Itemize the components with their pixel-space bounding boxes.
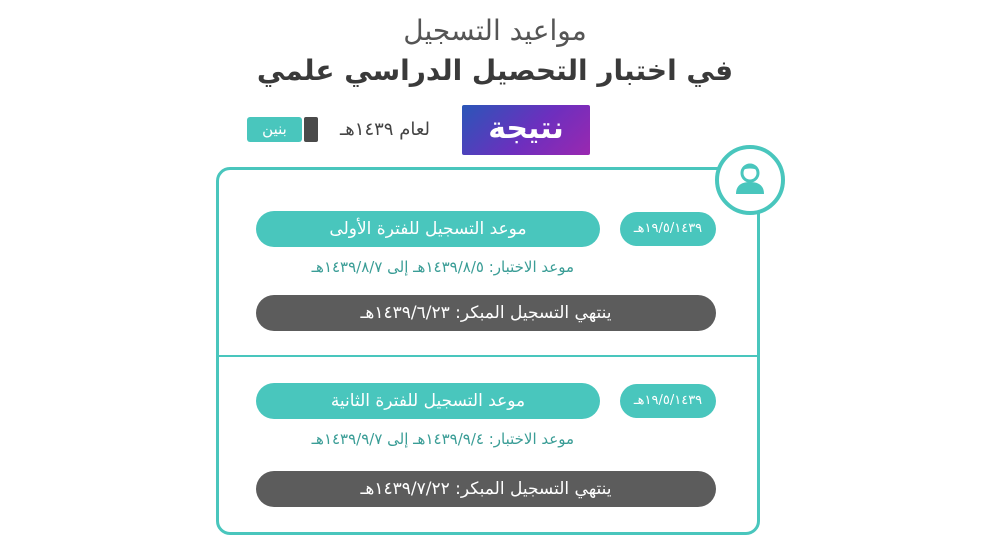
year-label: لعام ١٤٣٩هـ: [340, 119, 430, 140]
page-title: مواعيد التسجيل: [403, 14, 587, 47]
period-1-start-date: ١٩/٥/١٤٣٩هـ: [620, 212, 716, 246]
period-2-early-end: ينتهي التسجيل المبكر: ١٤٣٩/٧/٢٢هـ: [256, 471, 716, 507]
gender-badge: بنين: [247, 117, 302, 142]
period-1-exam-dates: موعد الاختبار: ١٤٣٩/٨/٥هـ إلى ١٤٣٩/٨/٧هـ: [311, 258, 574, 276]
badge-marker: [304, 117, 318, 142]
period-2-start-date: ١٩/٥/١٤٣٩هـ: [620, 384, 716, 418]
period-2-label: موعد التسجيل للفترة الثانية: [256, 383, 600, 419]
user-icon: [728, 158, 772, 202]
period-1-label: موعد التسجيل للفترة الأولى: [256, 211, 600, 247]
period-2-exam-dates: موعد الاختبار: ١٤٣٩/٩/٤هـ إلى ١٤٣٩/٩/٧هـ: [311, 430, 574, 448]
site-logo: نتيجة: [462, 105, 590, 155]
panel-divider: [219, 355, 757, 357]
page-subtitle: في اختبار التحصيل الدراسي علمي: [256, 54, 734, 87]
period-1-early-end: ينتهي التسجيل المبكر: ١٤٣٩/٦/٢٣هـ: [256, 295, 716, 331]
